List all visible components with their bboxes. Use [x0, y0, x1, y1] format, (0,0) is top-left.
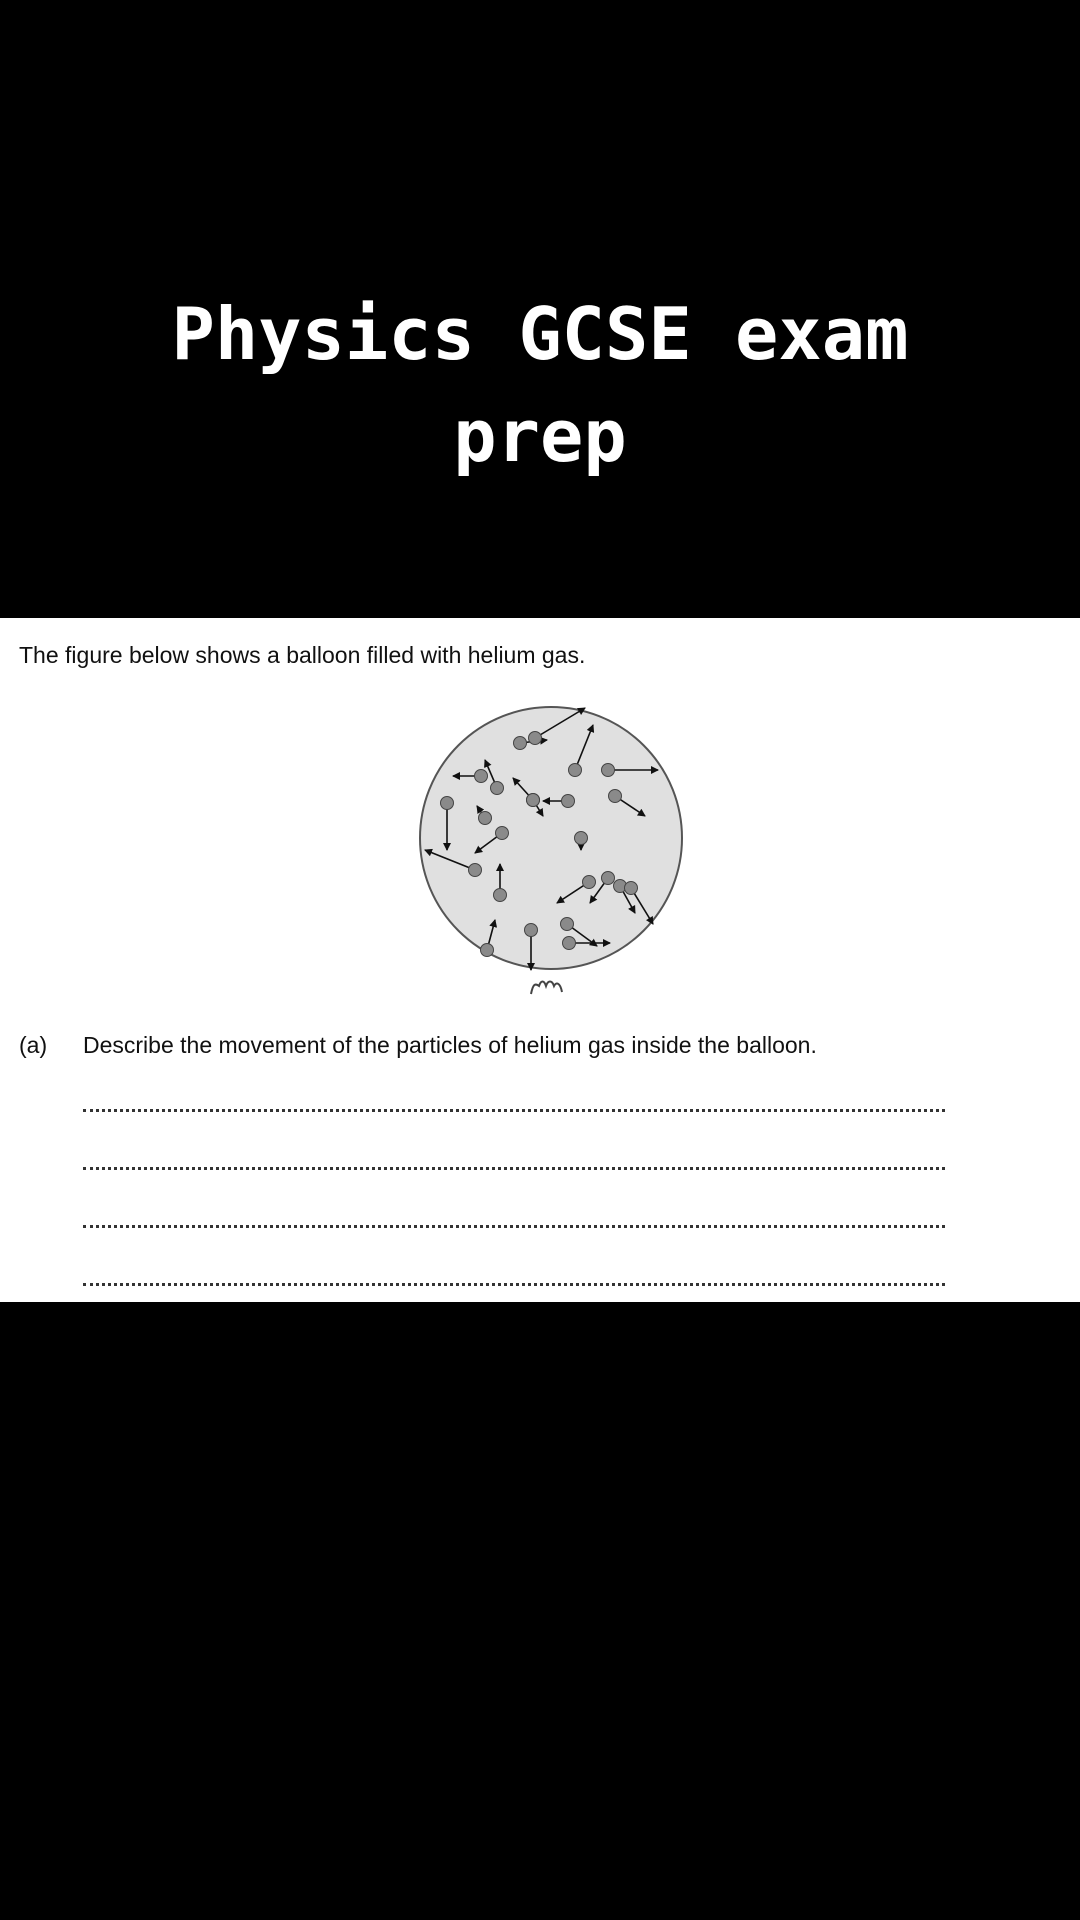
question-part-text: Describe the movement of the particles of helium gas inside the balloon. — [83, 1032, 817, 1058]
helium-particle — [481, 944, 494, 957]
helium-particle — [494, 889, 507, 902]
helium-particle — [496, 827, 509, 840]
helium-particle — [609, 790, 622, 803]
title-line-1: Physics GCSE exam — [171, 292, 909, 376]
title-line-2: prep — [453, 394, 627, 478]
helium-particle — [479, 812, 492, 825]
balloon-figure — [415, 698, 685, 996]
helium-particle — [575, 832, 588, 845]
question-intro: The figure below shows a balloon filled with helium gas. — [19, 642, 586, 668]
helium-particle — [602, 764, 615, 777]
helium-particle — [475, 770, 488, 783]
helium-particle — [469, 864, 482, 877]
balloon-outline — [420, 707, 682, 969]
question-part-label: (a) — [19, 1032, 48, 1058]
title-banner — [0, 0, 1080, 618]
helium-particle — [602, 872, 615, 885]
answer-line[interactable] — [83, 1283, 945, 1286]
helium-particle — [491, 782, 504, 795]
exam-question-sheet — [0, 618, 1080, 1302]
page-title — [0, 283, 1080, 487]
helium-particle — [583, 876, 596, 889]
helium-particle — [527, 794, 540, 807]
helium-particle — [561, 918, 574, 931]
helium-particle — [625, 882, 638, 895]
helium-particle — [569, 764, 582, 777]
helium-particle — [563, 937, 576, 950]
helium-particle — [441, 797, 454, 810]
helium-particle — [529, 732, 542, 745]
helium-particle — [525, 924, 538, 937]
answer-line[interactable] — [83, 1109, 945, 1112]
answer-line[interactable] — [83, 1225, 945, 1228]
balloon-knot — [531, 982, 562, 995]
helium-particle — [514, 737, 527, 750]
helium-particle — [562, 795, 575, 808]
answer-line[interactable] — [83, 1167, 945, 1170]
